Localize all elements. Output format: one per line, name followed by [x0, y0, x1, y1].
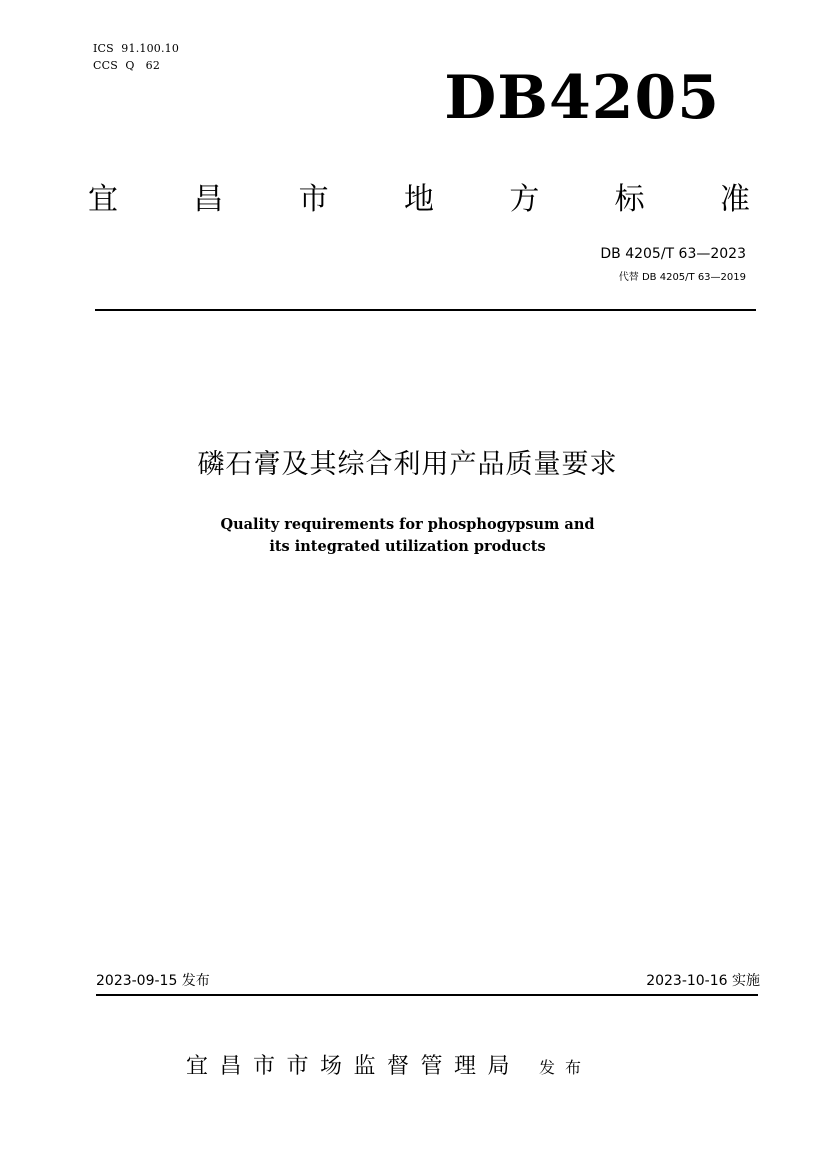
issuer-action: 发布 [539, 1058, 592, 1077]
implement-date: 2023-10-16 实施 [646, 973, 760, 989]
standard-type-char: 准 [719, 182, 750, 217]
standard-number: DB 4205/T 63—2023 [600, 246, 746, 262]
document-title-chinese: 磷石膏及其综合利用产品质量要求 [197, 449, 618, 480]
standard-type-char: 昌 [193, 182, 224, 217]
standard-type-char: 标 [614, 182, 645, 217]
english-title-line: its integrated utilization products [269, 538, 546, 555]
standard-type-char: 宜 [88, 182, 118, 217]
footer-divider [96, 994, 758, 996]
standard-type-char: 地 [403, 182, 434, 217]
ics-code: ICS 91.100.10 [93, 42, 180, 55]
issuer-name: 宜昌市市场监督管理局 [186, 1054, 522, 1079]
classification-codes [93, 40, 179, 74]
issuing-authority [186, 1051, 591, 1084]
publish-date: 2023-09-15 发布 [96, 973, 210, 989]
english-title-line: Quality requirements for phosphogypsum and [220, 516, 595, 533]
db-code-title: DB4205 [444, 63, 720, 133]
replaced-standard-number: 代替 DB 4205/T 63—2019 [618, 272, 746, 283]
header-divider [95, 309, 756, 311]
standard-type-char: 方 [509, 182, 540, 217]
ccs-code: CCS Q 62 [93, 59, 161, 72]
standard-type-char: 市 [298, 182, 329, 217]
document-title-english [60, 514, 755, 558]
standard-type-heading [88, 178, 750, 222]
